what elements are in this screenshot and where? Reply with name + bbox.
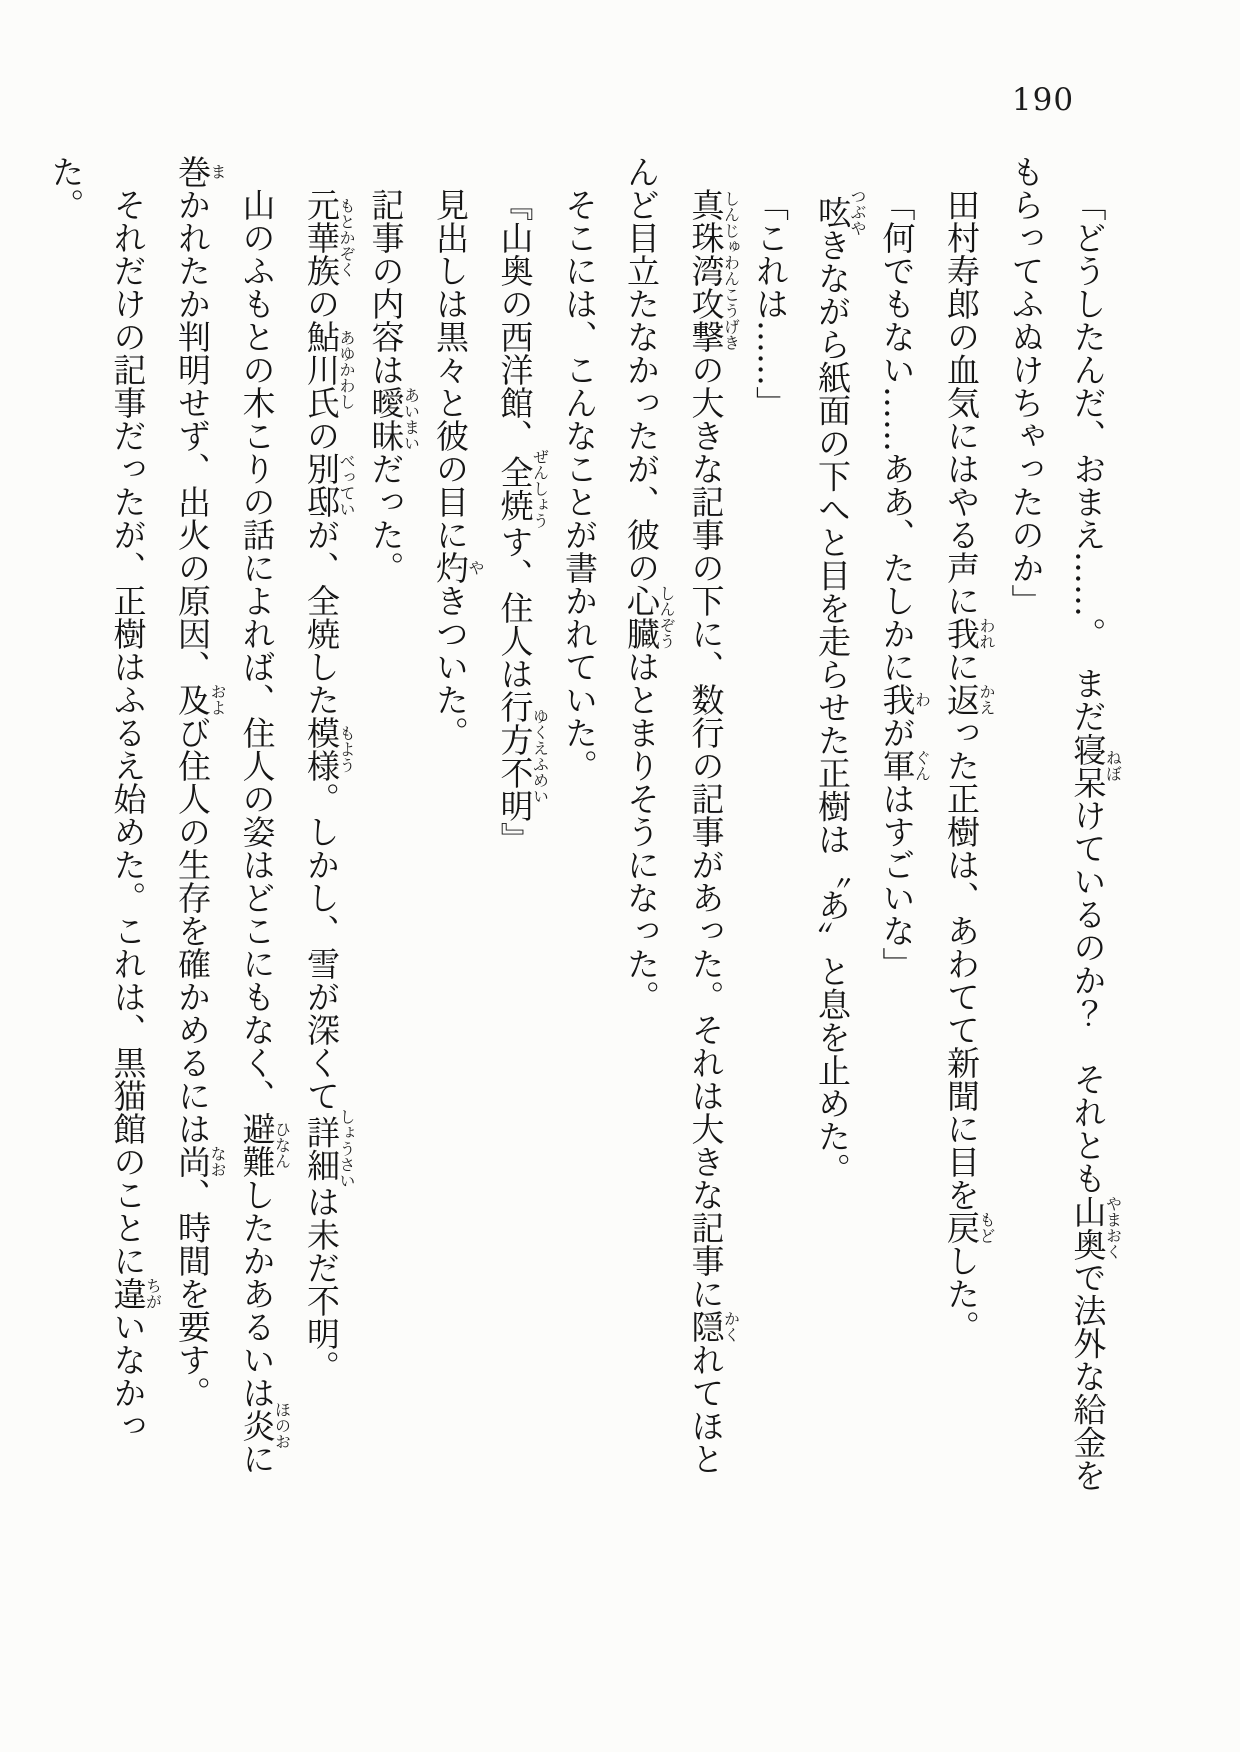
- ruby-annotated-word: 避難ひなん: [237, 1112, 292, 1178]
- ruby-annotated-word: 呟つぶや: [813, 188, 867, 236]
- text-column-11: 見出しは黒々と彼の目に灼やきついた。: [431, 188, 485, 749]
- ruby-annotated-word: 巻ま: [173, 155, 227, 188]
- text-column-2: もらってふぬけちゃったのか」: [1006, 155, 1046, 617]
- ruby-annotated-word: 我わ: [877, 683, 932, 716]
- ruby-annotated-word: 隠かく: [686, 1310, 741, 1343]
- text-column-13: 元華族もとかぞくの鮎川氏あゆかわしの別邸べっていが、全焼した模様もよう。しかし、雪が深くて詳細しょうさいは未だ不明。: [302, 188, 356, 1383]
- ruby-annotated-word: 別邸べってい: [302, 452, 356, 518]
- text-body: [46, 155, 1123, 1500]
- ruby-annotated-word: 返かえ: [942, 683, 996, 716]
- text-column-8: んど目立たなかったが、彼の心臓しんぞうはとまりそうになった。: [622, 155, 676, 1013]
- text-column-1: 「どうしたんだ、おまえ……。 まだ寝呆ねぼけているのか？ それとも山奥やまおくで法外な給金を: [1068, 188, 1123, 1492]
- ruby-annotated-word: 曖昧あいまい: [366, 386, 421, 452]
- ruby-annotated-word: 我われ: [942, 617, 996, 650]
- ruby-annotated-word: 戻もど: [942, 1211, 996, 1244]
- text-column-3: 田村寿郎の血気にはやる声に我われに返かえった正樹は、あわてて新聞に目を戻もどした。: [942, 188, 996, 1343]
- ruby-annotated-word: 寝呆ねぼ: [1068, 732, 1123, 799]
- ruby-annotated-word: 鮎川氏あゆかわし: [302, 320, 356, 419]
- page-number: 190: [1011, 82, 1075, 118]
- ruby-annotated-word: 炎ほのお: [237, 1401, 292, 1450]
- text-column-12: 記事の内容は曖昧あいまいだった。: [366, 188, 421, 584]
- ruby-annotated-word: 違ちが: [108, 1277, 163, 1310]
- text-column-7: 真珠湾攻撃しんじゅわんこうげきの大きな記事の下に、数行の記事があった。それは大きな記事に隠かくれてほと: [686, 188, 741, 1475]
- text-column-15: 巻まかれたか判明せず、出火の原因、及および住人の生存を確かめるには尚なお、時間を要す。: [173, 155, 227, 1409]
- text-column-10: 『山奥の西洋館、全焼ぜんしょうす、住人は行方不明ゆくえふめい』: [495, 188, 550, 855]
- text-column-14: 山のふもとの木こりの話によれば、住人の姿はどこにもなく、避難ひなんしたかあるいは炎ほのおに: [237, 188, 292, 1475]
- ruby-annotated-word: 元華族もとかぞく: [302, 188, 356, 287]
- ruby-annotated-word: 詳細しょうさい: [302, 1108, 356, 1189]
- ruby-annotated-word: 及およ: [173, 683, 227, 716]
- ruby-annotated-word: 真珠湾攻撃しんじゅわんこうげき: [686, 188, 741, 353]
- ruby-annotated-word: 尚なお: [173, 1145, 227, 1178]
- ruby-annotated-word: 灼や: [431, 551, 485, 584]
- text-column-4: 「何でもない……ああ、たしかに我わが軍ぐんはすごいな」: [877, 188, 932, 980]
- ruby-annotated-word: 山奥やまおく: [1068, 1194, 1123, 1261]
- text-column-16: それだけの記事だったが、正樹はふるえ始めた。これは、黒猫館のことに違ちがいなかった。: [46, 155, 163, 1442]
- ruby-annotated-word: 軍ぐん: [877, 749, 932, 782]
- text-column-6: 「これは……」: [751, 188, 790, 419]
- text-column-9: そこには、こんなことが書かれていた。: [560, 188, 599, 782]
- ruby-annotated-word: 心臓しんぞう: [622, 584, 676, 650]
- ruby-annotated-word: 模様もよう: [302, 716, 356, 782]
- text-column-5: 呟つぶやきながら紙面の下へと目を走らせた正樹は〝あ〞と息を止めた。: [813, 188, 867, 1186]
- ruby-annotated-word: 全焼ぜんしょう: [495, 448, 550, 529]
- ruby-annotated-word: 行方不明ゆくえふめい: [495, 690, 550, 822]
